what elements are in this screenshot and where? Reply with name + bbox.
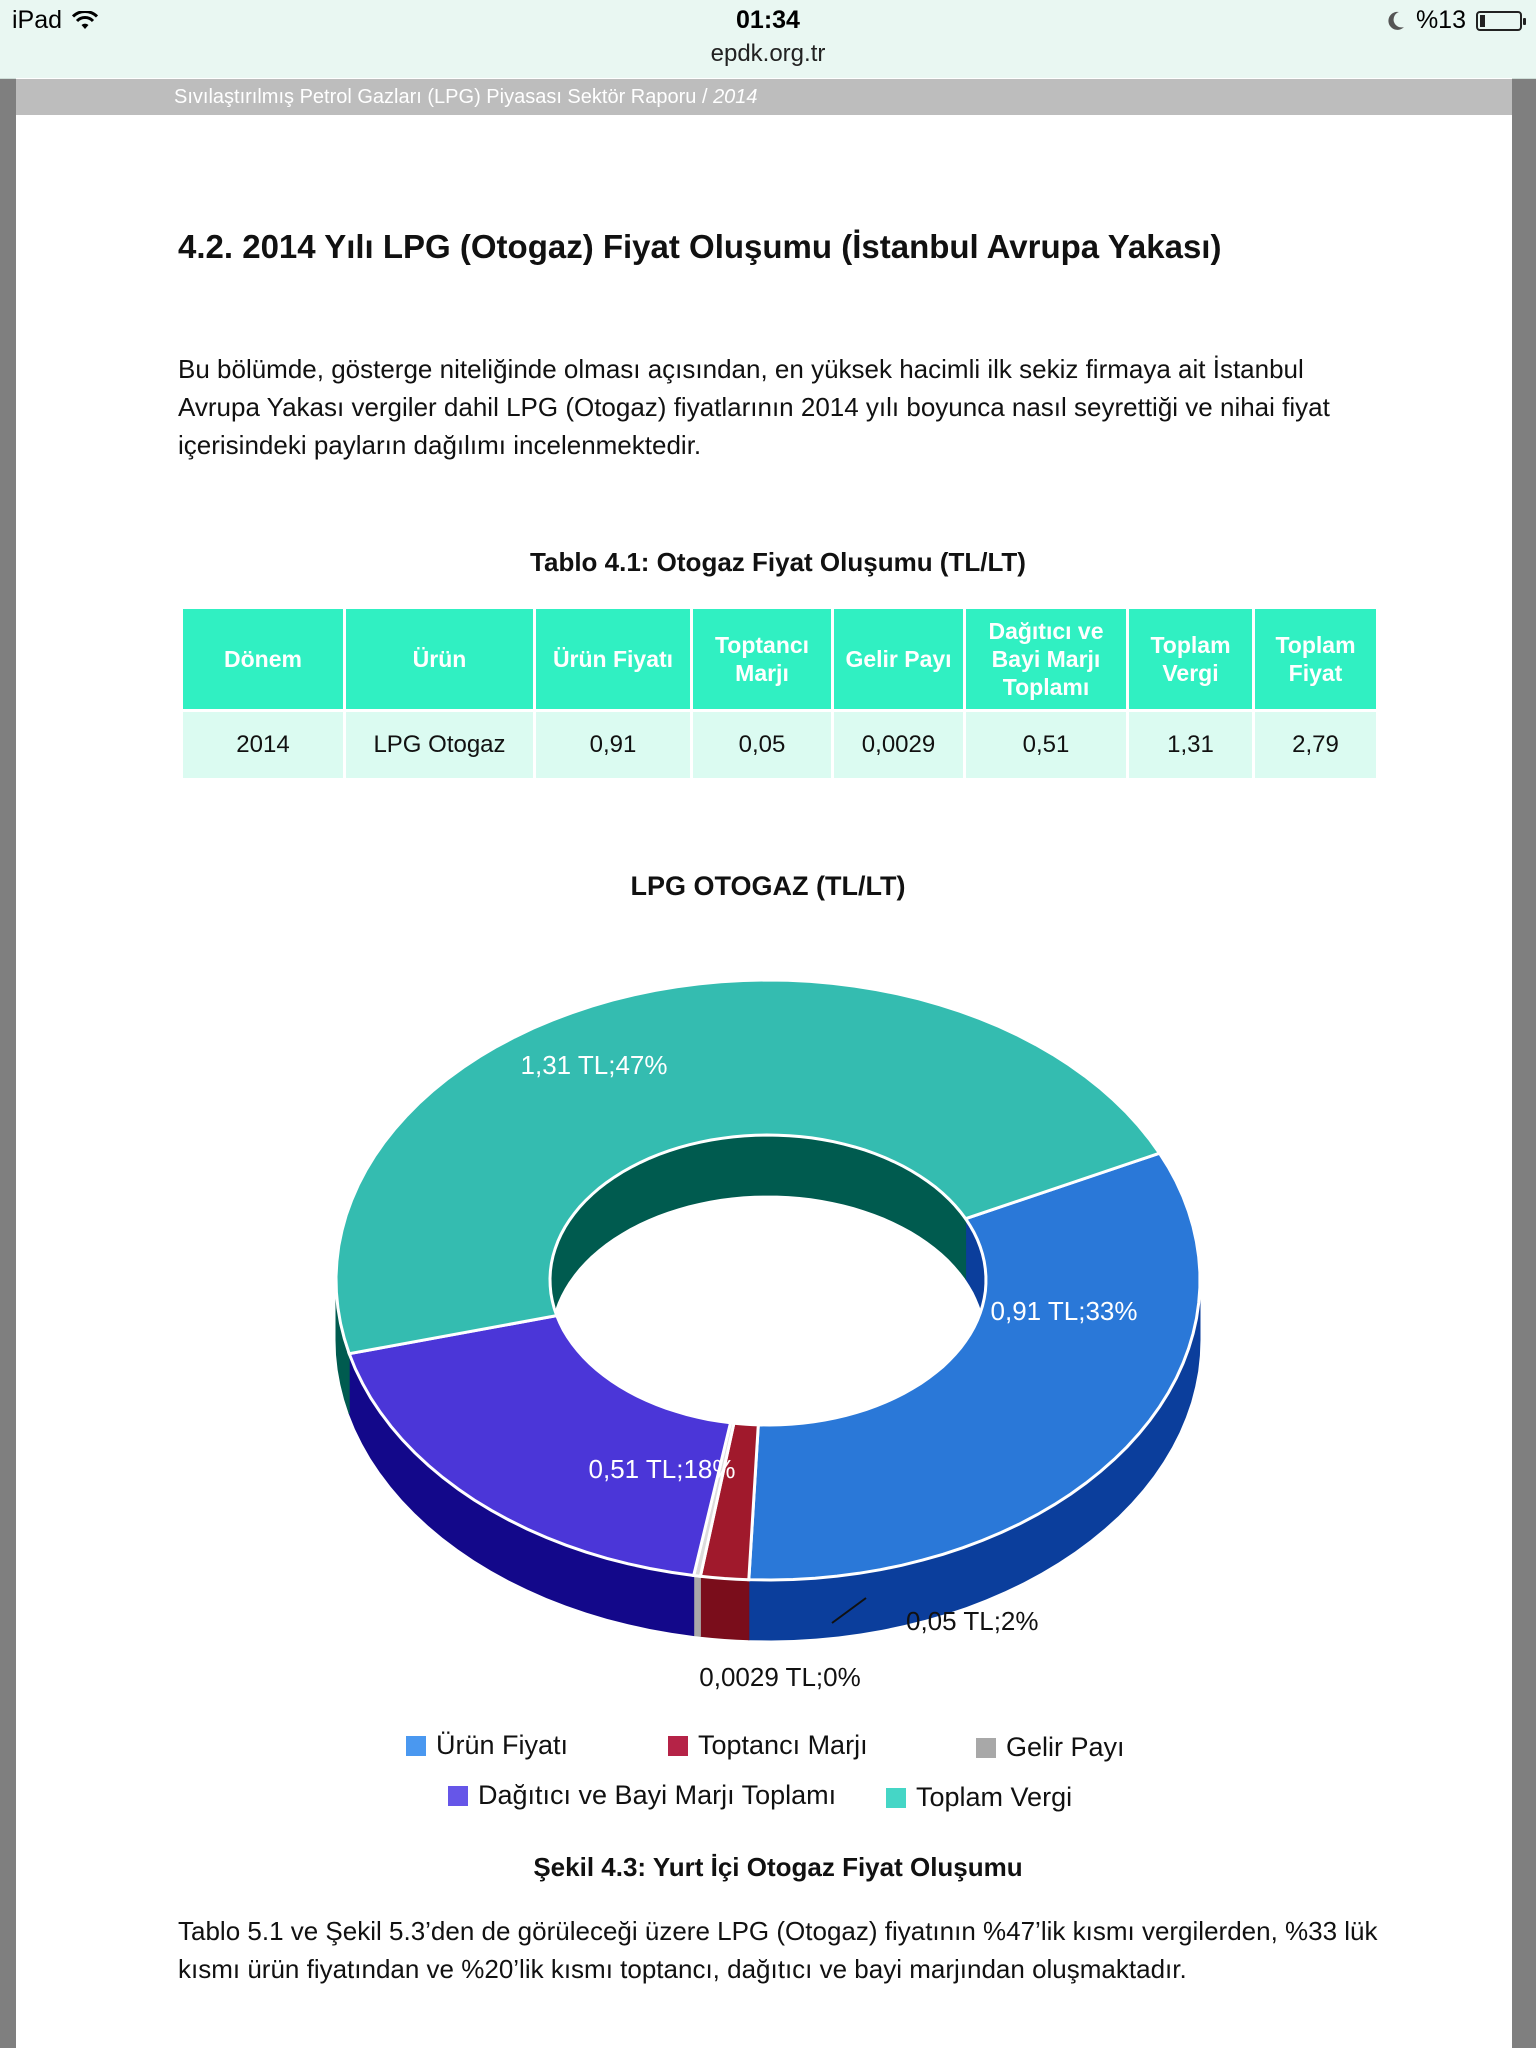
legend-item (448, 1780, 836, 1811)
slice-outer-wall (694, 1576, 701, 1637)
legend-label: Ürün Fiyatı (436, 1730, 569, 1760)
table-header: Dönem (182, 608, 345, 711)
data-label: 0,0029 TL;0% (699, 1662, 861, 1692)
legend-label: Gelir Payı (1006, 1732, 1125, 1762)
table-cell: 1,31 (1128, 711, 1254, 780)
table-header: Dağıtıcı ve Bayi Marjı Toplamı (965, 608, 1128, 711)
table-header: Ürün (345, 608, 535, 711)
chart-title: LPG OTOGAZ (TL/LT) (630, 871, 906, 901)
legend-swatch (448, 1786, 468, 1806)
data-label: 0,05 TL;2% (906, 1606, 1039, 1636)
table-cell: 2014 (182, 711, 345, 780)
battery-percent: %13 (1415, 6, 1466, 34)
table-cell: 0,05 (692, 711, 833, 780)
address-bar[interactable]: epdk.org.tr (710, 40, 826, 67)
moon-icon (1386, 10, 1406, 32)
legend-item (668, 1730, 868, 1761)
slice-outer-wall (700, 1576, 748, 1639)
table-cell: 2,79 (1254, 711, 1378, 780)
closing-paragraph: Tablo 5.1 ve Şekil 5.3’den de görüleceği üzere LPG (Otogaz) fiyatının %47’lik kısmı vergilerden, %33 lük kısmı ürün fiyatından ve %20’lik kısmı toptancı, dağıtıcı ve bayi marjından oluşmaktadır. (178, 1916, 1378, 1984)
doughnut-chart (0, 850, 1536, 1850)
legend-swatch (668, 1736, 688, 1756)
chart-legend (0, 1720, 1536, 1830)
data-label: 0,91 TL;33% (990, 1296, 1138, 1326)
report-title: Sıvılaştırılmış Petrol Gazları (LPG) Piyasası Sektör Raporu (174, 86, 697, 108)
report-year: 2014 (713, 86, 758, 108)
table-header: Toplam Vergi (1128, 608, 1254, 711)
status-right (1386, 6, 1522, 35)
battery-icon (1476, 11, 1522, 31)
legend-swatch (406, 1736, 426, 1756)
legend-swatch (886, 1788, 906, 1808)
intro-paragraph: Bu bölümde, gösterge niteliğinde olması açısından, en yüksek hacimli ilk sekiz firmaya ait İstanbul Avrupa Yakası vergiler dahil LPG (Otogaz) fiyatlarının 2014 yılı boyunca nasıl seyrettiği ve nihai fiyat içerisindeki payların dağılımı incelenmektedir. (178, 354, 1330, 460)
table-cell: 0,0029 (833, 711, 965, 780)
table-caption: Tablo 4.1: Otogaz Fiyat Oluşumu (TL/LT) (530, 547, 1026, 577)
legend-label: Toptancı Marjı (698, 1730, 868, 1760)
table-header: Toptancı Marjı (692, 608, 833, 711)
legend-label: Dağıtıcı ve Bayi Marjı Toplamı (478, 1780, 837, 1810)
data-label: 0,51 TL;18% (588, 1454, 736, 1484)
chart-canvas (0, 850, 1536, 1730)
table-header: Ürün Fiyatı (535, 608, 692, 711)
figure-caption: Şekil 4.3: Yurt İçi Otogaz Fiyat Oluşumu (533, 1852, 1023, 1882)
device-name: iPad (12, 6, 63, 34)
table-cell: 0,91 (535, 711, 692, 780)
legend-item (976, 1732, 1125, 1763)
legend-item (886, 1782, 1072, 1813)
legend-swatch (976, 1738, 996, 1758)
status-bar (0, 0, 1536, 79)
legend-item (406, 1730, 568, 1761)
table-header: Gelir Payı (833, 608, 965, 711)
report-header: Sıvılaştırılmış Petrol Gazları (LPG) Piyasası Sektör Raporu / 2014 (16, 79, 1512, 115)
price-table (180, 606, 1379, 781)
legend-label: Toplam Vergi (916, 1782, 1073, 1812)
data-label: 1,31 TL;47% (520, 1050, 668, 1080)
table-cell: 0,51 (965, 711, 1128, 780)
clock: 01:34 (736, 6, 800, 34)
table-cell: LPG Otogaz (345, 711, 535, 780)
table-row (182, 711, 1378, 780)
table-header-row (182, 608, 1378, 711)
table-header: Toplam Fiyat (1254, 608, 1378, 711)
section-title: 4.2. 2014 Yılı LPG (Otogaz) Fiyat Oluşumu (İstanbul Avrupa Yakası) (178, 228, 1222, 265)
